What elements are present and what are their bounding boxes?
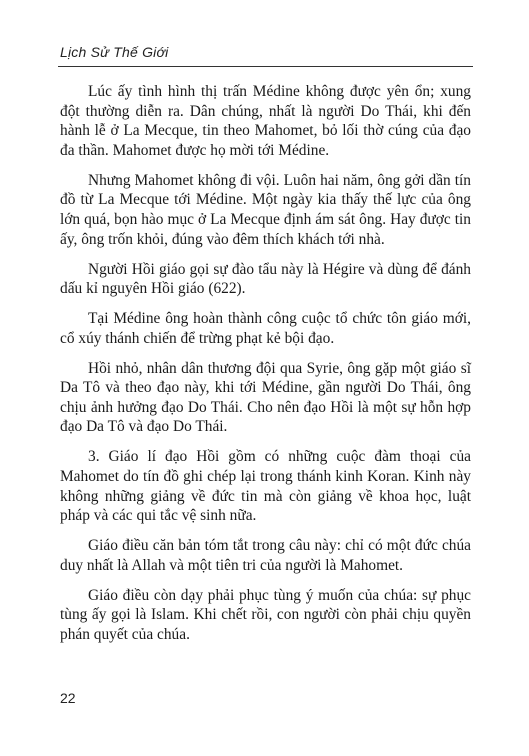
header-rule xyxy=(58,66,473,67)
paragraph: Lúc ấy tình hình thị trấn Médine không được yên ổn; xung đột thường diễn ra. Dân chúng, nhất là người Do Thái, khi đến hành lễ ở La Mecque, tin theo Mahomet, bỏ lối thờ cúng của đạo đa thần. Mahomet được họ mời tới Médine. xyxy=(60,83,471,159)
running-head: Lịch Sử Thế Giới xyxy=(60,44,169,60)
paragraph: 3. Giáo lí đạo Hồi gồm có những cuộc đàm thoại của Mahomet do tín đồ ghi chép lại trong thánh kinh Koran. Kinh này không những giảng về đức tin mà còn giảng về khoa học, luật pháp và các qui tắc vệ sinh nữa. xyxy=(60,448,471,525)
paragraph: Nhưng Mahomet không đi vội. Luôn hai năm, ông gởi dần tín đồ từ La Mecque tới Médine. Một ngày kia thấy thế lực của ông lớn quá, bọn hào mục ở La Mecque định ám sát ông. Hay được tin ấy, ông trốn khỏi, đúng vào đêm thích khách tới nhà. xyxy=(60,171,471,248)
paragraph: Hồi nhỏ, nhân dân thương đội qua Syrie, ông gặp một giáo sĩ Da Tô và theo đạo này, khi tới Médine, gần người Do Thái, ông chịu ảnh hưởng đạo Do Thái. Cho nên đạo Hồi là một sự hỗn hợp đạo Da Tô và đạo Do Thái. xyxy=(60,359,471,436)
paragraph: Giáo điều còn dạy phải phục tùng ý muốn của chúa: sự phục tùng ấy gọi là Islam. Khi chết rồi, con người còn phải chịu quyền phán quyết của chúa. xyxy=(60,586,471,643)
page-number: 22 xyxy=(60,690,76,706)
paragraph: Giáo điều căn bản tóm tắt trong câu này: chỉ có một đức chúa duy nhất là Allah và một tiên tri của người là Mahomet. xyxy=(60,537,471,574)
page-body xyxy=(60,82,471,655)
paragraph: Tại Médine ông hoàn thành công cuộc tổ chức tôn giáo mới, cổ xúy thánh chiến để trừng phạt kẻ bội đạo. xyxy=(60,310,471,347)
paragraph: Người Hồi giáo gọi sự đào tẩu này là Hégire và dùng để đánh dấu kỉ nguyên Hồi giáo (622). xyxy=(60,260,471,298)
